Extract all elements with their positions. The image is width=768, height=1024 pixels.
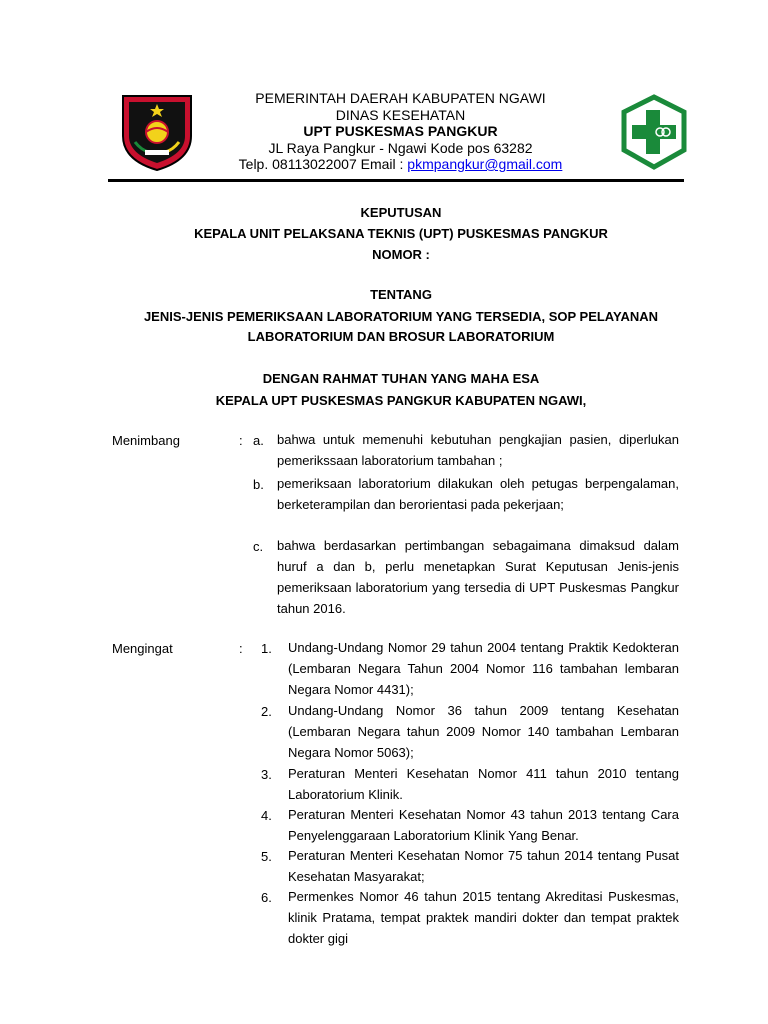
kabupaten-ngawi-emblem-icon	[119, 90, 195, 172]
letterhead	[108, 82, 690, 182]
mengingat-label: Mengingat	[112, 641, 173, 656]
mengingat-colon: :	[239, 641, 243, 656]
mengingat-item-2: Undang-Undang Nomor 36 tahun 2009 tentang Kesehatan (Lembaran Negara tahun 2009 Nomor 140 tambahan Lembaran Negara Nomor 5063);	[288, 703, 679, 760]
title-kepala: KEPALA UNIT PELAKSANA TEKNIS (UPT) PUSKESMAS PANGKUR	[194, 226, 608, 241]
title-subject-line2: LABORATORIUM DAN BROSUR LABORATORIUM	[247, 329, 555, 344]
menimbang-item-c: bahwa berdasarkan pertimbangan sebagaimana dimaksud dalam huruf a dan b, perlu menetapkan Surat Keputusan Jenis-jenis pemeriksaan laboratorium yang tersedia di UPT Puskesmas Pangkur tahun 2016.	[277, 538, 679, 616]
letterhead-divider	[108, 179, 684, 182]
menimbang-item-b: pemeriksaan laboratorium dilakukan oleh petugas berpengalaman, berketerampilan dan berorientasi pada pekerjaan;	[277, 476, 679, 512]
letterhead-department: DINAS KESEHATAN	[335, 106, 466, 123]
title-rahmat: DENGAN RAHMAT TUHAN YANG MAHA ESA	[262, 371, 540, 386]
letterhead-text	[208, 90, 593, 173]
mengingat-marker-5: 5.	[261, 849, 272, 864]
email-link[interactable]: pkmpangkur@gmail.com	[407, 156, 563, 172]
mengingat-marker-3: 3.	[261, 767, 272, 782]
title-subject-line1: JENIS-JENIS PEMERIKSAAN LABORATORIUM YANG TERSEDIA, SOP PELAYANAN	[143, 309, 659, 324]
menimbang-item-a: bahwa untuk memenuhi kebutuhan pengkajian pasien, diperlukan pemerikssaan laboratorium tambahan ;	[277, 432, 679, 468]
letterhead-institution: UPT PUSKESMAS PANGKUR	[303, 123, 498, 139]
mengingat-item-1: Undang-Undang Nomor 29 tahun 2004 tentang Praktik Kedokteran (Lembaran Negara Tahun 2004 Nomor 116 tambahan lembaran Negara Nomor 4431);	[288, 640, 679, 697]
mengingat-item-5: Peraturan Menteri Kesehatan Nomor 75 tahun 2014 tentang Pusat Kesehatan Masyarakat;	[288, 848, 679, 884]
letterhead-contact	[208, 156, 593, 173]
mengingat-marker-4: 4.	[261, 808, 272, 823]
mengingat-item-6: Permenkes Nomor 46 tahun 2015 tentang Akreditasi Puskesmas, klinik Pratama, tempat praktek mandiri dokter dan tempat praktek dokter gigi	[288, 889, 679, 946]
menimbang-label: Menimbang	[112, 433, 180, 448]
title-tentang: TENTANG	[370, 287, 432, 302]
mengingat-marker-6: 6.	[261, 890, 272, 905]
letterhead-government: PEMERINTAH DAERAH KABUPATEN NGAWI	[255, 90, 546, 106]
title-kepala-upt: KEPALA UPT PUSKESMAS PANGKUR KABUPATEN NGAWI,	[215, 393, 587, 408]
menimbang-marker-a: a.	[253, 433, 264, 448]
menimbang-colon: :	[239, 433, 243, 448]
mengingat-item-4: Peraturan Menteri Kesehatan Nomor 43 tahun 2013 tentang Cara Penyelenggaraan Laboratorium Klinik Yang Benar.	[288, 807, 679, 843]
title-keputusan: KEPUTUSAN	[360, 205, 442, 220]
menimbang-marker-c: c.	[253, 539, 264, 554]
mengingat-marker-2: 2.	[261, 704, 272, 719]
letterhead-phone: Telp. 08113022007 Email :	[238, 156, 408, 172]
puskesmas-cross-logo-icon	[618, 94, 690, 170]
letterhead-address: JL Raya Pangkur - Ngawi Kode pos 63282	[268, 139, 533, 156]
menimbang-marker-b: b.	[253, 477, 264, 492]
mengingat-item-3: Peraturan Menteri Kesehatan Nomor 411 tahun 2010 tentang Laboratorium Klinik.	[288, 766, 679, 802]
mengingat-marker-1: 1.	[261, 641, 272, 656]
title-nomor: NOMOR :	[372, 247, 430, 262]
